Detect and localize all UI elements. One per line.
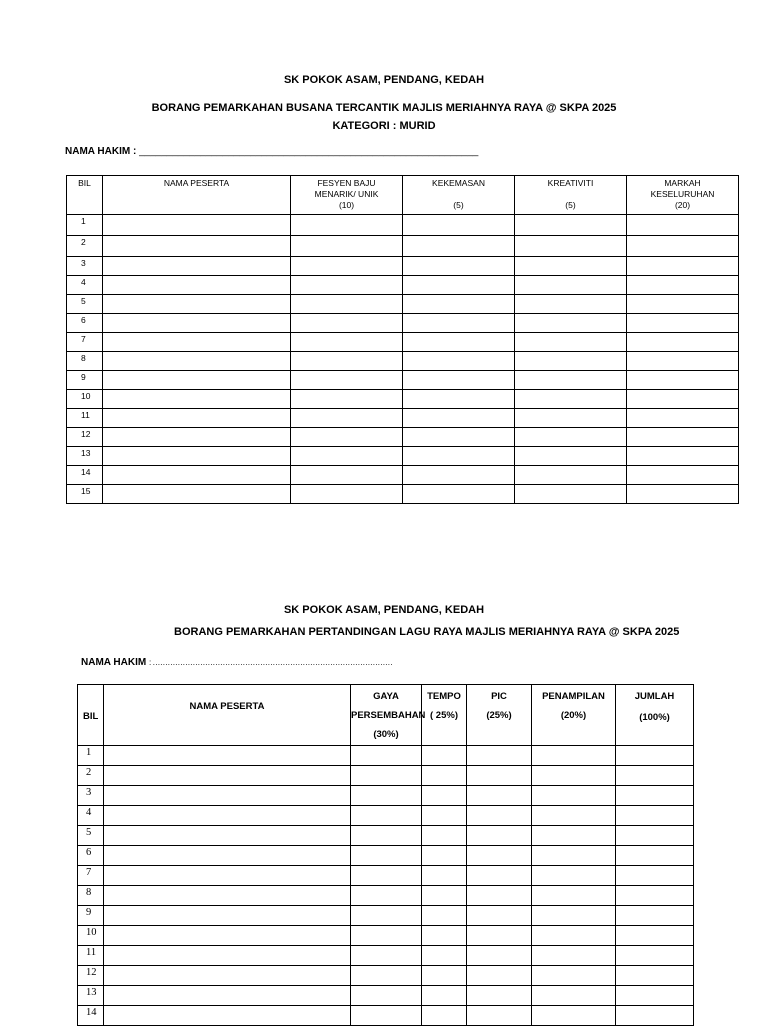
form2-entry-cell[interactable] [351,1006,422,1026]
form1-entry-cell[interactable] [515,215,627,236]
form1-entry-cell[interactable] [103,466,291,485]
form2-entry-cell[interactable] [104,1006,351,1026]
form2-entry-cell[interactable] [422,786,467,806]
form2-row-number: 2 [78,766,104,786]
form2-pic-line2: (25%) [486,710,512,721]
form2-entry-cell[interactable] [616,786,694,806]
form2-entry-cell[interactable] [422,946,467,966]
form2-row-number: 11 [78,946,104,966]
form1-row-number: 12 [67,428,103,447]
form2-entry-cell[interactable] [422,906,467,926]
form1-entry-cell[interactable] [103,409,291,428]
form1-fesyen-score: (10) [338,200,355,210]
form2-tempo-line1: TEMPO [427,691,461,702]
form1-markah-label: MARKAH KESELURUHAN [650,178,715,199]
form1-entry-cell[interactable] [103,447,291,466]
form2-entry-cell[interactable] [616,846,694,866]
form2-tempo-line2: ( 25%) [430,710,458,721]
form1-entry-cell[interactable] [103,333,291,352]
form1-row-number: 4 [67,276,103,295]
form2-entry-cell[interactable] [351,766,422,786]
form1-entry-cell[interactable] [403,215,515,236]
form2-row-number: 1 [78,746,104,766]
form2-entry-cell[interactable] [616,926,694,946]
form1-row-number: 9 [67,371,103,390]
form1-row-number: 8 [67,352,103,371]
form1-entry-cell[interactable] [291,276,403,295]
form1-header-kreativiti [515,176,627,215]
form2-title: BORANG PEMARKAHAN PERTANDINGAN LAGU RAYA MAJLIS MERIAHNYA RAYA @ SKPA 2025 [174,626,680,638]
form1-entry-cell[interactable] [103,215,291,236]
form1-entry-cell[interactable] [291,409,403,428]
form2-entry-cell[interactable] [532,926,616,946]
form1-entry-cell[interactable] [627,447,739,466]
form2-penampilan-line2: (20%) [560,710,587,721]
form2-gaya-line2: PERSEMBAHAN [351,710,426,721]
form1-table-row [67,466,739,485]
form2-gaya-line3: (30%) [373,729,399,740]
form2-row-number: 5 [78,826,104,846]
form2-entry-cell[interactable] [467,866,532,886]
form2-header-bil: BIL [78,685,104,746]
form1-school-name: SK POKOK ASAM, PENDANG, KEDAH [283,74,485,86]
form2-row-number: 8 [78,886,104,906]
form2-table-row [78,926,694,946]
form2-header-penampilan [532,685,616,746]
form1-entry-cell[interactable] [515,390,627,409]
form1-entry-cell[interactable] [627,314,739,333]
form2-entry-cell[interactable] [532,966,616,986]
form2-table-row [78,946,694,966]
form1-judge-line: _____________________________________________________________ [139,146,479,157]
form1-judge-name-field[interactable] [65,146,478,157]
form1-entry-cell[interactable] [403,276,515,295]
form2-entry-cell[interactable] [104,786,351,806]
form1-entry-cell[interactable] [103,371,291,390]
form2-row-number: 4 [78,806,104,826]
form1-entry-cell[interactable] [291,390,403,409]
form2-entry-cell[interactable] [351,906,422,926]
form1-entry-cell[interactable] [515,314,627,333]
form2-table-row [78,806,694,826]
form2-entry-cell[interactable] [104,986,351,1006]
form1-entry-cell[interactable] [515,428,627,447]
form2-entry-cell[interactable] [351,846,422,866]
form2-entry-cell[interactable] [467,926,532,946]
form2-entry-cell[interactable] [422,846,467,866]
form1-table-row [67,257,739,276]
form2-entry-cell[interactable] [351,826,422,846]
form1-entry-cell[interactable] [515,236,627,257]
form1-row-number: 11 [67,409,103,428]
form2-row-number: 7 [78,866,104,886]
form2-entry-cell[interactable] [467,766,532,786]
form1-row-number: 14 [67,466,103,485]
form1-entry-cell[interactable] [291,485,403,504]
form1-table-row [67,352,739,371]
form2-entry-cell[interactable] [351,966,422,986]
form1-entry-cell[interactable] [627,215,739,236]
form1-entry-cell[interactable] [515,276,627,295]
form1-entry-cell[interactable] [291,295,403,314]
form2-score-table [77,684,694,1026]
form2-entry-cell[interactable] [532,946,616,966]
form2-entry-cell[interactable] [351,926,422,946]
form1-entry-cell[interactable] [103,352,291,371]
form1-entry-cell[interactable] [403,485,515,504]
form2-entry-cell[interactable] [422,766,467,786]
form2-entry-cell[interactable] [104,766,351,786]
form2-entry-cell[interactable] [532,806,616,826]
form2-entry-cell[interactable] [532,866,616,886]
form1-entry-cell[interactable] [291,333,403,352]
form1-row-number: 2 [67,236,103,257]
form1-entry-cell[interactable] [403,390,515,409]
form2-judge-name-field[interactable] [81,657,392,668]
form1-entry-cell[interactable] [403,257,515,276]
form2-entry-cell[interactable] [532,906,616,926]
form1-table-row [67,409,739,428]
form1-entry-cell[interactable] [627,466,739,485]
form1-entry-cell[interactable] [103,390,291,409]
form2-penampilan-line1: PENAMPILAN [542,691,605,702]
form2-entry-cell[interactable] [532,786,616,806]
form1-kreativiti-label: KREATIVITI [547,178,594,188]
form1-row-number: 15 [67,485,103,504]
form1-header-kekemasan [403,176,515,215]
form1-table-row [67,428,739,447]
form1-entry-cell[interactable] [515,352,627,371]
form2-entry-cell[interactable] [422,1006,467,1026]
form1-entry-cell[interactable] [627,390,739,409]
form1-entry-cell[interactable] [627,352,739,371]
form1-entry-cell[interactable] [403,333,515,352]
form2-entry-cell[interactable] [104,846,351,866]
form2-entry-cell[interactable] [532,766,616,786]
form2-entry-cell[interactable] [616,966,694,986]
form1-score-table [66,175,739,504]
form2-entry-cell[interactable] [422,866,467,886]
form2-entry-cell[interactable] [532,826,616,846]
form2-table-row [78,746,694,766]
form2-entry-cell[interactable] [616,886,694,906]
form2-entry-cell[interactable] [104,966,351,986]
form2-entry-cell[interactable] [467,746,532,766]
form1-entry-cell[interactable] [403,295,515,314]
form2-row-number: 6 [78,846,104,866]
form2-entry-cell[interactable] [422,806,467,826]
form1-entry-cell[interactable] [515,447,627,466]
form2-jumlah-line2: (100%) [639,712,670,723]
form2-pic-line1: PIC [491,691,507,702]
form2-row-number: 9 [78,906,104,926]
form1-table-row [67,215,739,236]
form1-entry-cell[interactable] [291,215,403,236]
form1-entry-cell[interactable] [103,276,291,295]
form2-entry-cell[interactable] [616,986,694,1006]
form1-table-row [67,295,739,314]
form2-entry-cell[interactable] [104,926,351,946]
form1-table-row [67,276,739,295]
form2-entry-cell[interactable] [532,886,616,906]
form2-header-gaya [351,685,426,746]
form1-entry-cell[interactable] [403,409,515,428]
form1-judge-label: NAMA HAKIM : [65,146,137,157]
form1-header-fesyen [291,176,403,215]
form2-entry-cell[interactable] [616,806,694,826]
form2-table-row [78,786,694,806]
form1-entry-cell[interactable] [627,371,739,390]
form2-entry-cell[interactable] [616,746,694,766]
form1-row-number: 13 [67,447,103,466]
form2-entry-cell[interactable] [104,866,351,886]
form2-entry-cell[interactable] [616,946,694,966]
form1-entry-cell[interactable] [515,257,627,276]
form1-table-row [67,314,739,333]
form1-entry-cell[interactable] [291,314,403,333]
form2-entry-cell[interactable] [422,966,467,986]
form2-row-number: 10 [78,926,104,946]
form2-entry-cell[interactable] [104,746,351,766]
form2-header-pic [467,685,532,746]
form1-kreativiti-score: (5) [565,200,576,210]
form1-fesyen-label: FESYEN BAJU MENARIK/ UNIK [314,178,379,199]
form1-entry-cell[interactable] [291,371,403,390]
form2-header-row [78,685,694,746]
form2-entry-cell[interactable] [467,1006,532,1026]
form2-table-row [78,766,694,786]
form1-entry-cell[interactable] [627,333,739,352]
form2-entry-cell[interactable] [467,806,532,826]
form2-entry-cell[interactable] [104,826,351,846]
form2-entry-cell[interactable] [616,1006,694,1026]
form1-entry-cell[interactable] [515,333,627,352]
form1-entry-cell[interactable] [403,466,515,485]
form1-kekemasan-score: (5) [453,200,464,210]
form1-entry-cell[interactable] [515,371,627,390]
form2-entry-cell[interactable] [467,946,532,966]
form1-entry-cell[interactable] [627,485,739,504]
form2-entry-cell[interactable] [467,886,532,906]
form2-header-nama: NAMA PESERTA [104,685,351,746]
form1-entry-cell[interactable] [403,371,515,390]
form1-entry-cell[interactable] [291,466,403,485]
form2-table-row [78,986,694,1006]
form1-entry-cell[interactable] [291,447,403,466]
form2-entry-cell[interactable] [351,746,422,766]
form2-entry-cell[interactable] [616,906,694,926]
form2-judge-label: NAMA HAKIM [81,657,147,668]
form1-table-row [67,447,739,466]
form2-entry-cell[interactable] [351,886,422,906]
form1-entry-cell[interactable] [403,314,515,333]
form2-entry-cell[interactable] [351,786,422,806]
form2-entry-cell[interactable] [104,906,351,926]
form2-school-name: SK POKOK ASAM, PENDANG, KEDAH [283,604,485,616]
form2-entry-cell[interactable] [616,826,694,846]
form2-table-row [78,1006,694,1026]
form1-entry-cell[interactable] [291,236,403,257]
form2-entry-cell[interactable] [422,986,467,1006]
form2-entry-cell[interactable] [616,866,694,886]
form2-entry-cell[interactable] [467,906,532,926]
form1-entry-cell[interactable] [103,485,291,504]
form2-row-number: 12 [78,966,104,986]
form1-table-row [67,390,739,409]
form2-entry-cell[interactable] [467,826,532,846]
form2-header-tempo [422,685,467,746]
form2-table-row [78,866,694,886]
form2-table-row [78,826,694,846]
form1-row-number: 6 [67,314,103,333]
form1-row-number: 10 [67,390,103,409]
form2-entry-cell[interactable] [104,806,351,826]
form1-entry-cell[interactable] [627,428,739,447]
form1-entry-cell[interactable] [291,428,403,447]
form1-entry-cell[interactable] [403,428,515,447]
form1-entry-cell[interactable] [403,352,515,371]
form1-table-row [67,371,739,390]
form1-markah-score: (20) [674,200,691,210]
form2-entry-cell[interactable] [422,926,467,946]
form1-header-nama: NAMA PESERTA [103,176,291,215]
form2-jumlah-line1: JUMLAH [634,691,675,702]
form1-header-bil: BIL [67,176,103,215]
form1-entry-cell[interactable] [103,295,291,314]
form2-entry-cell[interactable] [467,786,532,806]
form1-entry-cell[interactable] [515,409,627,428]
form1-title: BORANG PEMARKAHAN BUSANA TERCANTIK MAJLIS MERIAHNYA RAYA @ SKPA 2025 [151,102,617,114]
form1-row-number: 1 [67,215,103,236]
form2-entry-cell[interactable] [104,886,351,906]
form2-row-number: 14 [78,1006,104,1026]
form1-table-row [67,333,739,352]
form2-entry-cell[interactable] [616,766,694,786]
form2-table-row [78,966,694,986]
form2-entry-cell[interactable] [467,966,532,986]
form2-table-row [78,906,694,926]
form2-entry-cell[interactable] [351,806,422,826]
form1-entry-cell[interactable] [103,314,291,333]
form2-entry-cell[interactable] [104,946,351,966]
form2-table-row [78,846,694,866]
form1-table-row [67,236,739,257]
form1-entry-cell[interactable] [627,295,739,314]
form2-judge-dots: : …………………………………………………………………………………… [148,658,393,667]
form2-entry-cell[interactable] [351,986,422,1006]
form2-entry-cell[interactable] [532,986,616,1006]
form2-entry-cell[interactable] [532,846,616,866]
form1-header-row [67,176,739,215]
form1-entry-cell[interactable] [627,409,739,428]
form1-entry-cell[interactable] [103,236,291,257]
form1-kekemasan-label: KEKEMASAN [432,178,485,188]
form1-row-number: 7 [67,333,103,352]
form2-entry-cell[interactable] [422,826,467,846]
form2-entry-cell[interactable] [532,746,616,766]
form2-entry-cell[interactable] [422,886,467,906]
form1-table-row [67,485,739,504]
form1-header-markah [627,176,739,215]
form2-entry-cell[interactable] [467,846,532,866]
form2-row-number: 13 [78,986,104,1006]
form1-entry-cell[interactable] [403,236,515,257]
form2-entry-cell[interactable] [532,1006,616,1026]
form1-entry-cell[interactable] [627,257,739,276]
form1-entry-cell[interactable] [627,276,739,295]
form1-entry-cell[interactable] [103,257,291,276]
form1-category: KATEGORI : MURID [332,120,436,132]
form1-row-number: 3 [67,257,103,276]
form1-entry-cell[interactable] [515,485,627,504]
form2-gaya-line1: GAYA [373,691,399,702]
form1-entry-cell[interactable] [403,447,515,466]
form1-entry-cell[interactable] [103,428,291,447]
form2-table-row [78,886,694,906]
form1-row-number: 5 [67,295,103,314]
form1-entry-cell[interactable] [291,257,403,276]
form1-entry-cell[interactable] [515,466,627,485]
form1-entry-cell[interactable] [291,352,403,371]
form2-entry-cell[interactable] [422,746,467,766]
form2-row-number: 3 [78,786,104,806]
form1-entry-cell[interactable] [515,295,627,314]
form1-entry-cell[interactable] [627,236,739,257]
form2-entry-cell[interactable] [351,946,422,966]
form2-entry-cell[interactable] [467,986,532,1006]
form2-header-jumlah [616,685,694,746]
form2-entry-cell[interactable] [351,866,422,886]
